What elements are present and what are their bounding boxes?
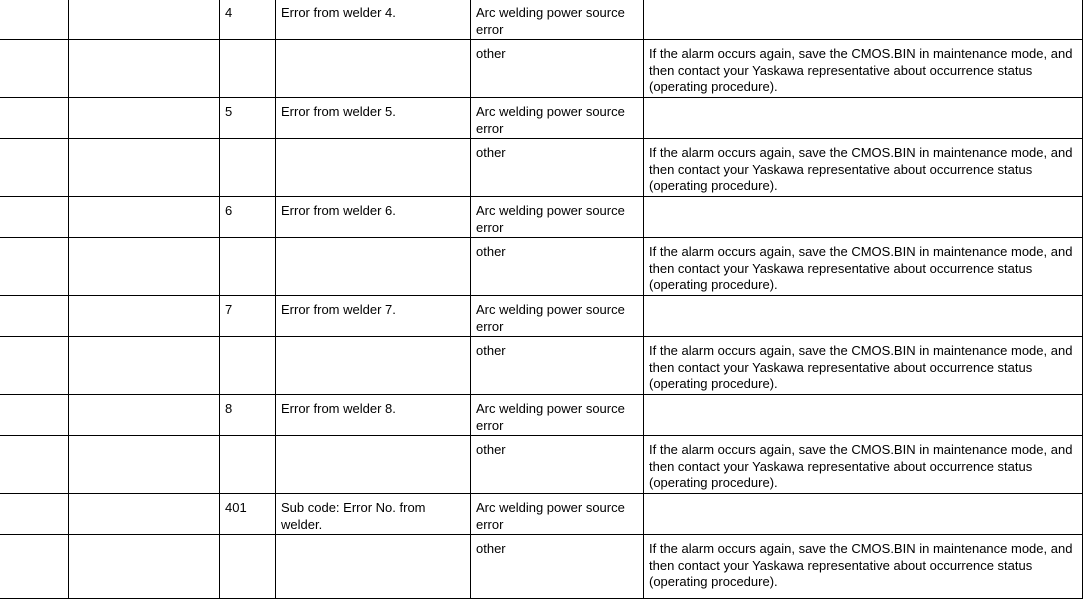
table-row — [0, 40, 1083, 98]
meaning-cell — [276, 436, 471, 494]
alarm-number-cell — [0, 139, 69, 197]
table-row — [0, 197, 1083, 238]
cause-cell: other — [471, 436, 644, 494]
sub-code-cell — [220, 535, 276, 599]
table-row — [0, 98, 1083, 139]
remedy-cell: If the alarm occurs again, save the CMOS.BIN in maintenance mode, and then contact your Yaskawa representative about occurrence status (operating procedure). — [644, 535, 1083, 599]
cause-cell: Arc welding power source error — [471, 395, 644, 436]
sub-code-cell — [220, 436, 276, 494]
table-row — [0, 395, 1083, 436]
remedy-cell — [644, 0, 1083, 40]
sub-code-cell — [220, 40, 276, 98]
remedy-cell: If the alarm occurs again, save the CMOS.BIN in maintenance mode, and then contact your Yaskawa representative about occurrence status (operating procedure). — [644, 436, 1083, 494]
alarm-number-cell — [0, 40, 69, 98]
table-row — [0, 494, 1083, 535]
cause-cell: Arc welding power source error — [471, 494, 644, 535]
cause-cell: Arc welding power source error — [471, 0, 644, 40]
alarm-name-cell — [69, 436, 220, 494]
meaning-cell — [276, 139, 471, 197]
alarm-name-cell — [69, 0, 220, 40]
alarm-name-cell — [69, 98, 220, 139]
alarm-number-cell — [0, 337, 69, 395]
remedy-cell: If the alarm occurs again, save the CMOS.BIN in maintenance mode, and then contact your Yaskawa representative about occurrence status (operating procedure). — [644, 337, 1083, 395]
cause-cell: Arc welding power source error — [471, 98, 644, 139]
alarm-name-cell — [69, 238, 220, 296]
cause-cell: Arc welding power source error — [471, 197, 644, 238]
alarm-number-cell — [0, 0, 69, 40]
meaning-cell: Error from welder 8. — [276, 395, 471, 436]
remedy-cell — [644, 296, 1083, 337]
cause-cell: other — [471, 139, 644, 197]
alarm-name-cell — [69, 494, 220, 535]
sub-code-cell: 8 — [220, 395, 276, 436]
table-row — [0, 337, 1083, 395]
alarm-number-cell — [0, 395, 69, 436]
meaning-cell: Sub code: Error No. from welder. — [276, 494, 471, 535]
meaning-cell: Error from welder 5. — [276, 98, 471, 139]
alarm-number-cell — [0, 535, 69, 599]
table-row — [0, 436, 1083, 494]
remedy-cell — [644, 98, 1083, 139]
alarm-name-cell — [69, 40, 220, 98]
table-row — [0, 139, 1083, 197]
table-row — [0, 535, 1083, 599]
remedy-cell — [644, 494, 1083, 535]
cause-cell: other — [471, 535, 644, 599]
sub-code-cell: 401 — [220, 494, 276, 535]
alarm-number-cell — [0, 98, 69, 139]
remedy-cell — [644, 197, 1083, 238]
meaning-cell — [276, 40, 471, 98]
cause-cell: other — [471, 238, 644, 296]
alarm-number-cell — [0, 197, 69, 238]
table-row — [0, 296, 1083, 337]
alarm-number-cell — [0, 238, 69, 296]
alarm-name-cell — [69, 337, 220, 395]
alarm-number-cell — [0, 436, 69, 494]
meaning-cell: Error from welder 4. — [276, 0, 471, 40]
cause-cell: Arc welding power source error — [471, 296, 644, 337]
sub-code-cell — [220, 238, 276, 296]
meaning-cell: Error from welder 7. — [276, 296, 471, 337]
meaning-cell — [276, 337, 471, 395]
meaning-cell — [276, 238, 471, 296]
table-row — [0, 238, 1083, 296]
meaning-cell: Error from welder 6. — [276, 197, 471, 238]
cause-cell: other — [471, 337, 644, 395]
remedy-cell: If the alarm occurs again, save the CMOS.BIN in maintenance mode, and then contact your Yaskawa representative about occurrence status (operating procedure). — [644, 139, 1083, 197]
alarm-name-cell — [69, 139, 220, 197]
meaning-cell — [276, 535, 471, 599]
alarm-number-cell — [0, 494, 69, 535]
sub-code-cell: 4 — [220, 0, 276, 40]
alarm-name-cell — [69, 395, 220, 436]
remedy-cell: If the alarm occurs again, save the CMOS.BIN in maintenance mode, and then contact your Yaskawa representative about occurrence status (operating procedure). — [644, 40, 1083, 98]
alarm-name-cell — [69, 197, 220, 238]
sub-code-cell — [220, 139, 276, 197]
alarm-name-cell — [69, 535, 220, 599]
remedy-cell: If the alarm occurs again, save the CMOS.BIN in maintenance mode, and then contact your Yaskawa representative about occurrence status (operating procedure). — [644, 238, 1083, 296]
table-row — [0, 0, 1083, 40]
alarm-number-cell — [0, 296, 69, 337]
alarm-name-cell — [69, 296, 220, 337]
remedy-cell — [644, 395, 1083, 436]
cause-cell: other — [471, 40, 644, 98]
sub-code-cell — [220, 337, 276, 395]
sub-code-cell: 7 — [220, 296, 276, 337]
sub-code-cell: 6 — [220, 197, 276, 238]
sub-code-cell: 5 — [220, 98, 276, 139]
